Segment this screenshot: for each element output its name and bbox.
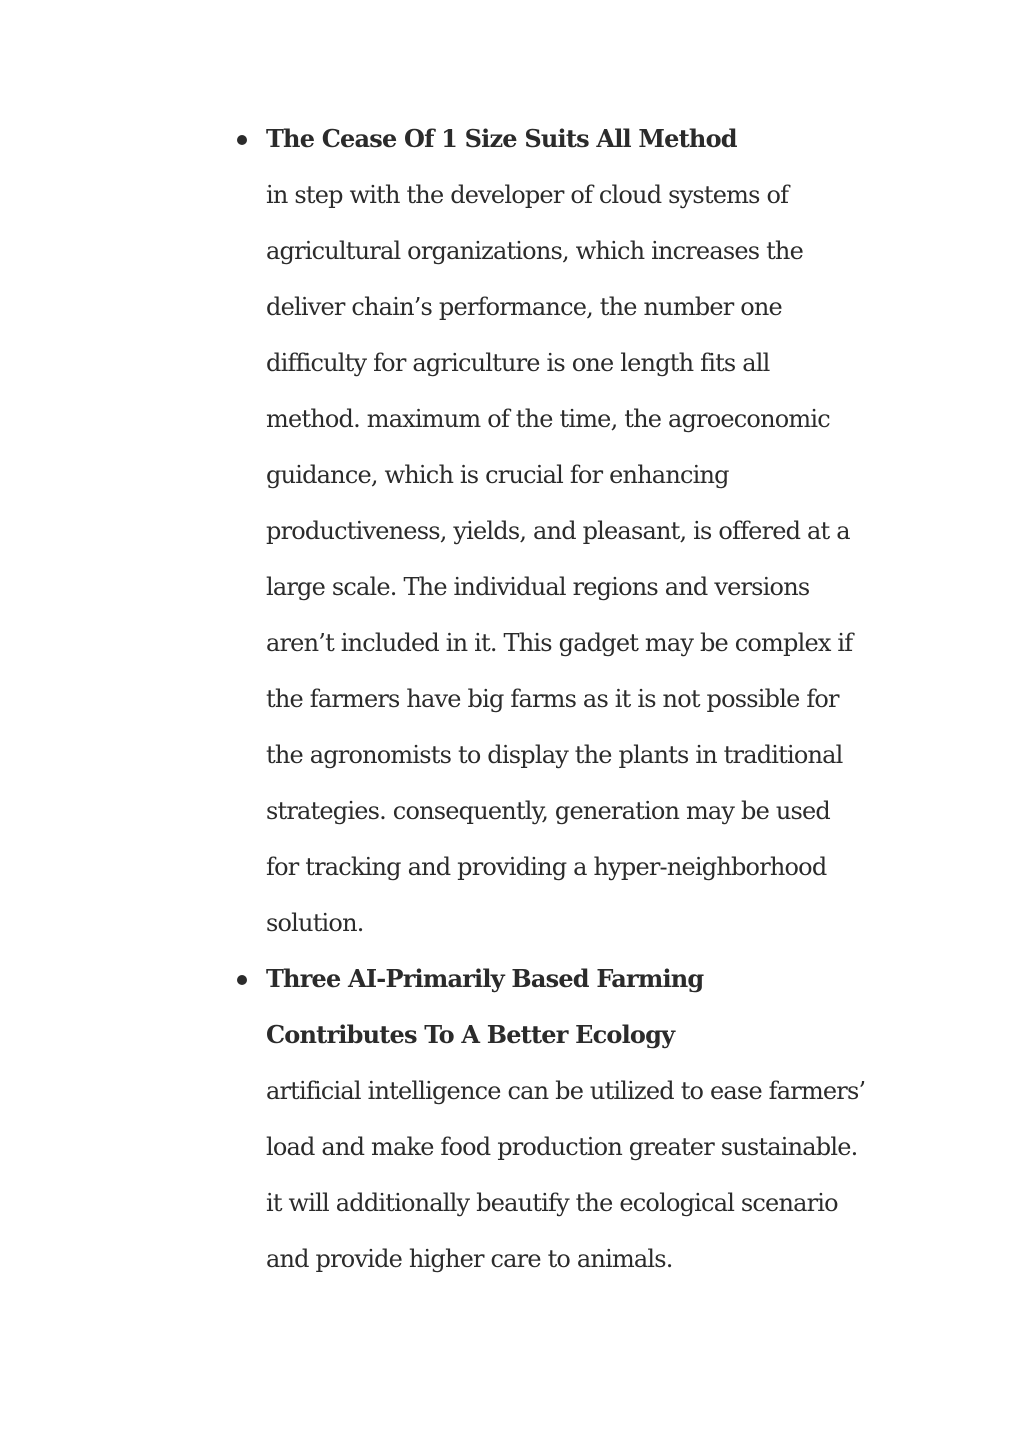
body-line: agricultural organizations, which increases the	[266, 237, 803, 265]
body-line: load and make food production greater sustainable.	[266, 1133, 858, 1161]
heading-line: Three AI-Primarily Based Farming	[266, 964, 704, 993]
body-line: in step with the developer of cloud systems of	[266, 181, 789, 209]
heading-line: Contributes To A Better Ecology	[266, 1020, 675, 1049]
body-line: productiveness, yields, and pleasant, is offered at a	[266, 517, 850, 545]
body-line: the agronomists to display the plants in traditional	[266, 741, 843, 769]
body-line: for tracking and providing a hyper-neighborhood	[266, 853, 827, 881]
section-body	[266, 1063, 866, 1287]
body-line: difficulty for agriculture is one length fits all	[266, 349, 770, 377]
bullet-icon	[237, 975, 247, 985]
bullet-list	[266, 111, 866, 1287]
body-line: artificial intelligence can be utilized to ease farmers’	[266, 1077, 866, 1105]
heading-line: The Cease Of 1 Size Suits All Method	[266, 124, 737, 153]
section-body	[266, 167, 866, 951]
body-line: aren’t included in it. This gadget may be complex if	[266, 629, 853, 657]
list-item	[266, 951, 866, 1287]
body-line: large scale. The individual regions and versions	[266, 573, 810, 601]
body-line: solution.	[266, 909, 364, 937]
body-line: strategies. consequently, generation may be used	[266, 797, 830, 825]
section-heading	[266, 111, 866, 167]
body-line: and provide higher care to animals.	[266, 1245, 673, 1273]
section-heading	[266, 951, 866, 1063]
body-line: deliver chain’s performance, the number one	[266, 293, 782, 321]
body-line: the farmers have big farms as it is not possible for	[266, 685, 839, 713]
bullet-icon	[237, 135, 247, 145]
body-line: it will additionally beautify the ecological scenario	[266, 1189, 838, 1217]
body-line: guidance, which is crucial for enhancing	[266, 461, 729, 489]
body-line: method. maximum of the time, the agroeconomic	[266, 405, 830, 433]
list-item	[266, 111, 866, 951]
